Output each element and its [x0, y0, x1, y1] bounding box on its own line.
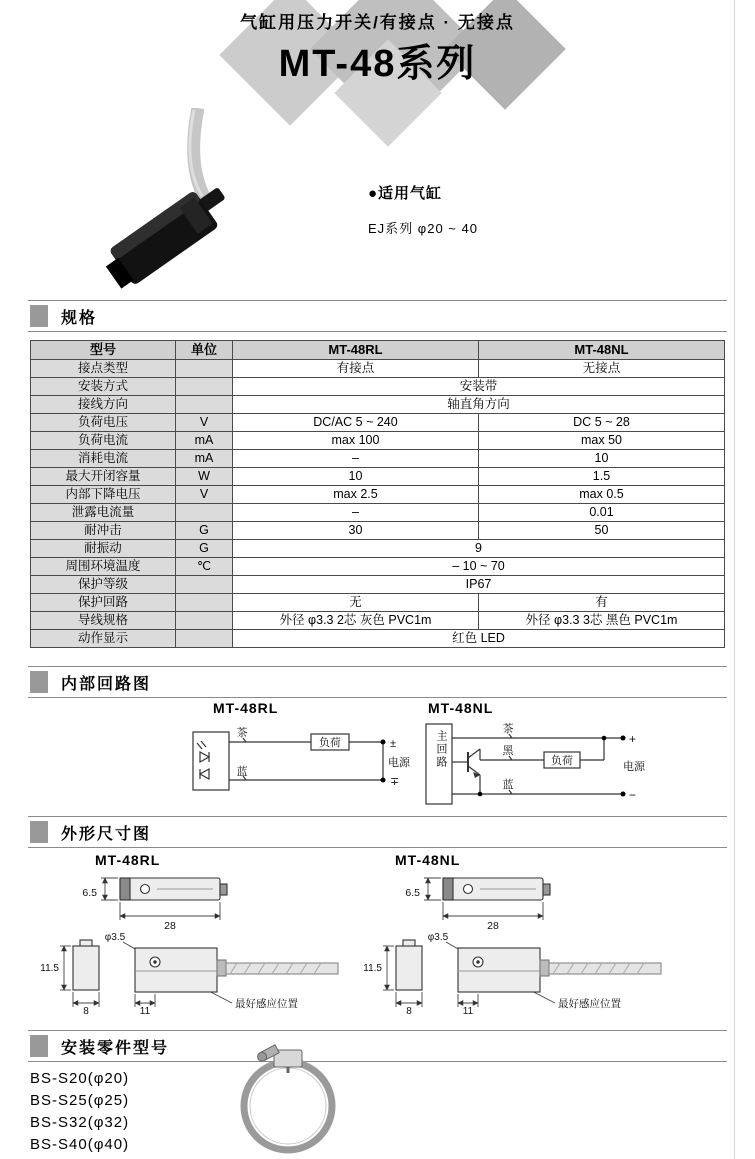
load-label: 负荷 [551, 755, 573, 767]
side-view [73, 940, 338, 992]
spec-cell: max 2.5 [233, 486, 479, 504]
section-title: 内部回路图 [61, 675, 152, 693]
main-circuit-label: 主回路 [435, 730, 447, 769]
circuit-diagram-nl [418, 716, 663, 811]
spec-cell [176, 378, 233, 396]
spec-cell: 泄露电流量 [31, 504, 176, 522]
section-header-dimensions [28, 816, 727, 848]
dim-11: 11 [462, 1006, 474, 1015]
spec-cell: W [176, 468, 233, 486]
spec-row [31, 468, 725, 486]
spec-row [31, 396, 725, 414]
section-title: 外形尺寸图 [61, 825, 152, 843]
spec-cell: 30 [233, 522, 479, 540]
spec-row [31, 594, 725, 612]
power-label: 电源 [388, 757, 410, 769]
spec-cell [176, 576, 233, 594]
load-label: 负荷 [319, 737, 341, 749]
dim-11: 11 [139, 1006, 151, 1015]
terminal-dot [381, 778, 386, 783]
spec-cell: V [176, 414, 233, 432]
top-view [443, 878, 550, 900]
spec-cell: DC/AC 5 ~ 240 [233, 414, 479, 432]
mounting-part-number: BS-S40(φ40) [30, 1136, 130, 1153]
spec-cell: 内部下降电压 [31, 486, 176, 504]
circuit-nl-title: MT-48NL [428, 700, 494, 716]
spec-cell: 周围环境温度 [31, 558, 176, 576]
spec-cell [176, 612, 233, 630]
terminal-dot [621, 792, 626, 797]
spec-cell: G [176, 522, 233, 540]
spec-cell: mA [176, 450, 233, 468]
wire-label-brown: 茶 [236, 727, 248, 739]
spec-cell: V [176, 486, 233, 504]
spec-row [31, 630, 725, 648]
mounting-part-number: BS-S25(φ25) [30, 1092, 130, 1109]
spec-cell: 有接点 [233, 360, 479, 378]
spec-cell: 无接点 [479, 360, 725, 378]
spec-cell: 无 [233, 594, 479, 612]
spec-row [31, 378, 725, 396]
col-header-model: 型号 [31, 341, 176, 360]
dim-6-5: 6.5 [82, 887, 97, 899]
spec-cell: 9 [233, 540, 725, 558]
spec-cell: 安装带 [233, 378, 725, 396]
spec-cell: 接线方向 [31, 396, 176, 414]
spec-cell [176, 594, 233, 612]
spec-cell [176, 504, 233, 522]
spec-row [31, 414, 725, 432]
dim-28: 28 [487, 920, 499, 932]
section-title: 安装零件型号 [61, 1039, 170, 1057]
spec-cell [176, 360, 233, 378]
section-header-mounting [28, 1030, 727, 1062]
spec-cell: 接点类型 [31, 360, 176, 378]
section-marker-icon [30, 821, 48, 843]
spec-cell: 10 [233, 468, 479, 486]
spec-cell: 0.01 [479, 504, 725, 522]
spec-cell: – [233, 450, 479, 468]
circuit-diagram-rl [185, 716, 425, 811]
polarity-bottom: ∓ [390, 776, 400, 788]
spec-row [31, 522, 725, 540]
spec-row [31, 432, 725, 450]
wire-label-blue: 蓝 [502, 779, 514, 791]
spec-cell [176, 396, 233, 414]
band-ring [244, 1062, 332, 1150]
spec-cell: 耐振动 [31, 540, 176, 558]
dimension-drawing-nl [358, 870, 688, 1015]
section-title: 规格 [61, 309, 98, 327]
junction-dot [602, 736, 607, 741]
spec-row [31, 486, 725, 504]
spec-row [31, 450, 725, 468]
col-header-nl: MT-48NL [479, 341, 725, 360]
best-sensing-position-label: 最好感应位置 [235, 998, 298, 1010]
dim-8: 8 [406, 1006, 412, 1015]
section-marker-icon [30, 305, 48, 327]
spec-cell: 50 [479, 522, 725, 540]
spec-cell: max 50 [479, 432, 725, 450]
circuit-wires [193, 732, 383, 790]
terminal-dot [381, 740, 386, 745]
spec-cell: ℃ [176, 558, 233, 576]
band-ring-inner [250, 1068, 326, 1144]
spec-cell: 负荷电流 [31, 432, 176, 450]
dimensions-rl-title: MT-48RL [95, 852, 161, 868]
circuit-wires [426, 724, 623, 804]
spec-table-body [31, 360, 725, 648]
dim-6-5: 6.5 [405, 887, 420, 899]
spec-row [31, 558, 725, 576]
power-label: 电源 [623, 761, 645, 773]
mounting-part-number: BS-S32(φ32) [30, 1114, 130, 1131]
spec-cell: 外径 φ3.3 3芯 黑色 PVC1m [479, 612, 725, 630]
section-header-specs [28, 300, 727, 332]
spec-cell: 导线规格 [31, 612, 176, 630]
col-header-rl: MT-48RL [233, 341, 479, 360]
spec-row [31, 504, 725, 522]
spec-cell: 保护等级 [31, 576, 176, 594]
spec-cell: 1.5 [479, 468, 725, 486]
spec-cell: 安装方式 [31, 378, 176, 396]
spec-cell: IP67 [233, 576, 725, 594]
spec-cell: 10 [479, 450, 725, 468]
spec-cell: – [233, 504, 479, 522]
circuit-rl-title: MT-48RL [213, 700, 279, 716]
dimensions-nl-title: MT-48NL [395, 852, 461, 868]
spec-cell: max 100 [233, 432, 479, 450]
applicable-heading: ●适用气缸 [368, 185, 443, 202]
sensor-body [99, 190, 219, 293]
spec-cell: 外径 φ3.3 2芯 灰色 PVC1m [233, 612, 479, 630]
polarity-top: ± [390, 738, 397, 750]
spec-cell: 消耗电流 [31, 450, 176, 468]
spec-cell: 红色 LED [233, 630, 725, 648]
page-subtitle: 气缸用压力开关/有接点 · 无接点 [240, 13, 515, 32]
wire-label-blue: 蓝 [236, 766, 248, 778]
spec-cell: – 10 ~ 70 [233, 558, 725, 576]
mounting-list [30, 1068, 129, 1156]
mounting-band-illustration [222, 1040, 352, 1155]
page-edge-line [734, 0, 735, 1159]
junction-dot [478, 792, 483, 797]
minus-label: − [629, 788, 637, 802]
spec-cell: 保护回路 [31, 594, 176, 612]
spec-row [31, 360, 725, 378]
spec-row [31, 576, 725, 594]
spec-cell: 有 [479, 594, 725, 612]
terminal-dot [621, 736, 626, 741]
best-sensing-position-label: 最好感应位置 [558, 998, 621, 1010]
spec-cell: 动作显示 [31, 630, 176, 648]
side-view [396, 940, 661, 992]
wire-label-black: 黑 [502, 745, 514, 757]
spec-cell: 轴直角方向 [233, 396, 725, 414]
spec-cell: 最大开闭容量 [31, 468, 176, 486]
dim-phi-3-5: φ3.5 [427, 932, 449, 943]
spec-cell: max 0.5 [479, 486, 725, 504]
spec-cell: G [176, 540, 233, 558]
spec-row [31, 540, 725, 558]
spec-cell: 负荷电压 [31, 414, 176, 432]
spec-header-row [31, 341, 725, 360]
spec-table [30, 340, 725, 648]
col-header-unit: 单位 [176, 341, 233, 360]
dim-8: 8 [83, 1006, 89, 1015]
spec-cell [176, 630, 233, 648]
spec-cell: DC 5 ~ 28 [479, 414, 725, 432]
spec-row [31, 612, 725, 630]
dim-11-5: 11.5 [363, 963, 382, 974]
spec-cell: mA [176, 432, 233, 450]
dim-11-5: 11.5 [40, 963, 59, 974]
page-title: MT-48系列 [278, 43, 477, 85]
spec-cell: 耐冲击 [31, 522, 176, 540]
dimension-drawing-rl [35, 870, 365, 1015]
mounting-part-number: BS-S20(φ20) [30, 1070, 130, 1087]
product-photo [86, 108, 256, 303]
dim-phi-3-5: φ3.5 [104, 932, 126, 943]
applicable-series: EJ系列 φ20 ~ 40 [368, 221, 478, 236]
wire-label-brown: 茶 [502, 723, 514, 735]
section-marker-icon [30, 671, 48, 693]
top-view [120, 878, 227, 900]
dim-28: 28 [164, 920, 176, 932]
section-header-circuit [28, 666, 727, 698]
section-marker-icon [30, 1035, 48, 1057]
plus-label: + [629, 732, 637, 746]
